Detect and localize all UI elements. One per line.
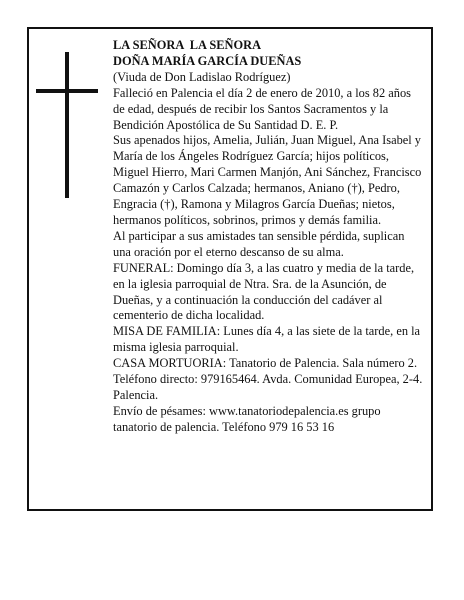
cross-horizontal-bar <box>36 89 98 93</box>
condolences-contact: Envío de pésames: www.tanatoriodepalencia.es grupo tanatorio de palencia. Teléfono 979 16 53 16 <box>113 403 381 434</box>
notice-title-line-2: DOÑA MARÍA GARCÍA DUEÑAS <box>113 53 302 68</box>
family-announcement: Sus apenados hijos, Amelia, Julián, Juan Miguel, Ana Isabel y María de los Ángeles Rodríguez García; hijos políticos, Miguel Hierro, Mari Carmen Manjón, Ani Sánchez, Francisco Camazón y Carlos Calzada; hermanos, Aniano (†), Pedro, Engracia (†), Ramona y Milagros García Dueñas; nietos, hermanos políticos, sobrinos, primos y demás familia. <box>113 133 422 227</box>
notice-title-line-1: LA SEÑORA LA SEÑORA <box>113 38 262 52</box>
cross-vertical-bar <box>65 52 69 198</box>
prayer-request: Al participar a sus amistades tan sensible pérdida, suplican una oración por el eterno descanso de su alma. <box>113 228 405 259</box>
funeral-home-details: CASA MORTUORIA: Tanatorio de Palencia. Sala número 2. Teléfono directo: 979165464. Avda. Comunidad Europea, 2-4. Palencia. <box>113 356 423 402</box>
cross-icon <box>36 52 98 198</box>
funeral-details: FUNERAL: Domingo día 3, a las cuatro y media de la tarde, en la iglesia parroquial de Ntra. Sra. de la Asunción, de Dueñas, y a continuación la conducción del cadáver al cementerio de dicha localidad. <box>113 260 415 323</box>
obituary-text <box>113 38 425 436</box>
notice-subtitle: (Viuda de Don Ladislao Rodríguez) <box>113 69 291 84</box>
death-announcement: Falleció en Palencia el día 2 de enero de 2010, a los 82 años de edad, después de recibir los Santos Sacramentos y la Bendición Apostólica de Su Santidad D. E. P. <box>113 85 411 132</box>
family-mass-details: MISA DE FAMILIA: Lunes día 4, a las siete de la tarde, en la misma iglesia parroquial. <box>113 324 421 355</box>
